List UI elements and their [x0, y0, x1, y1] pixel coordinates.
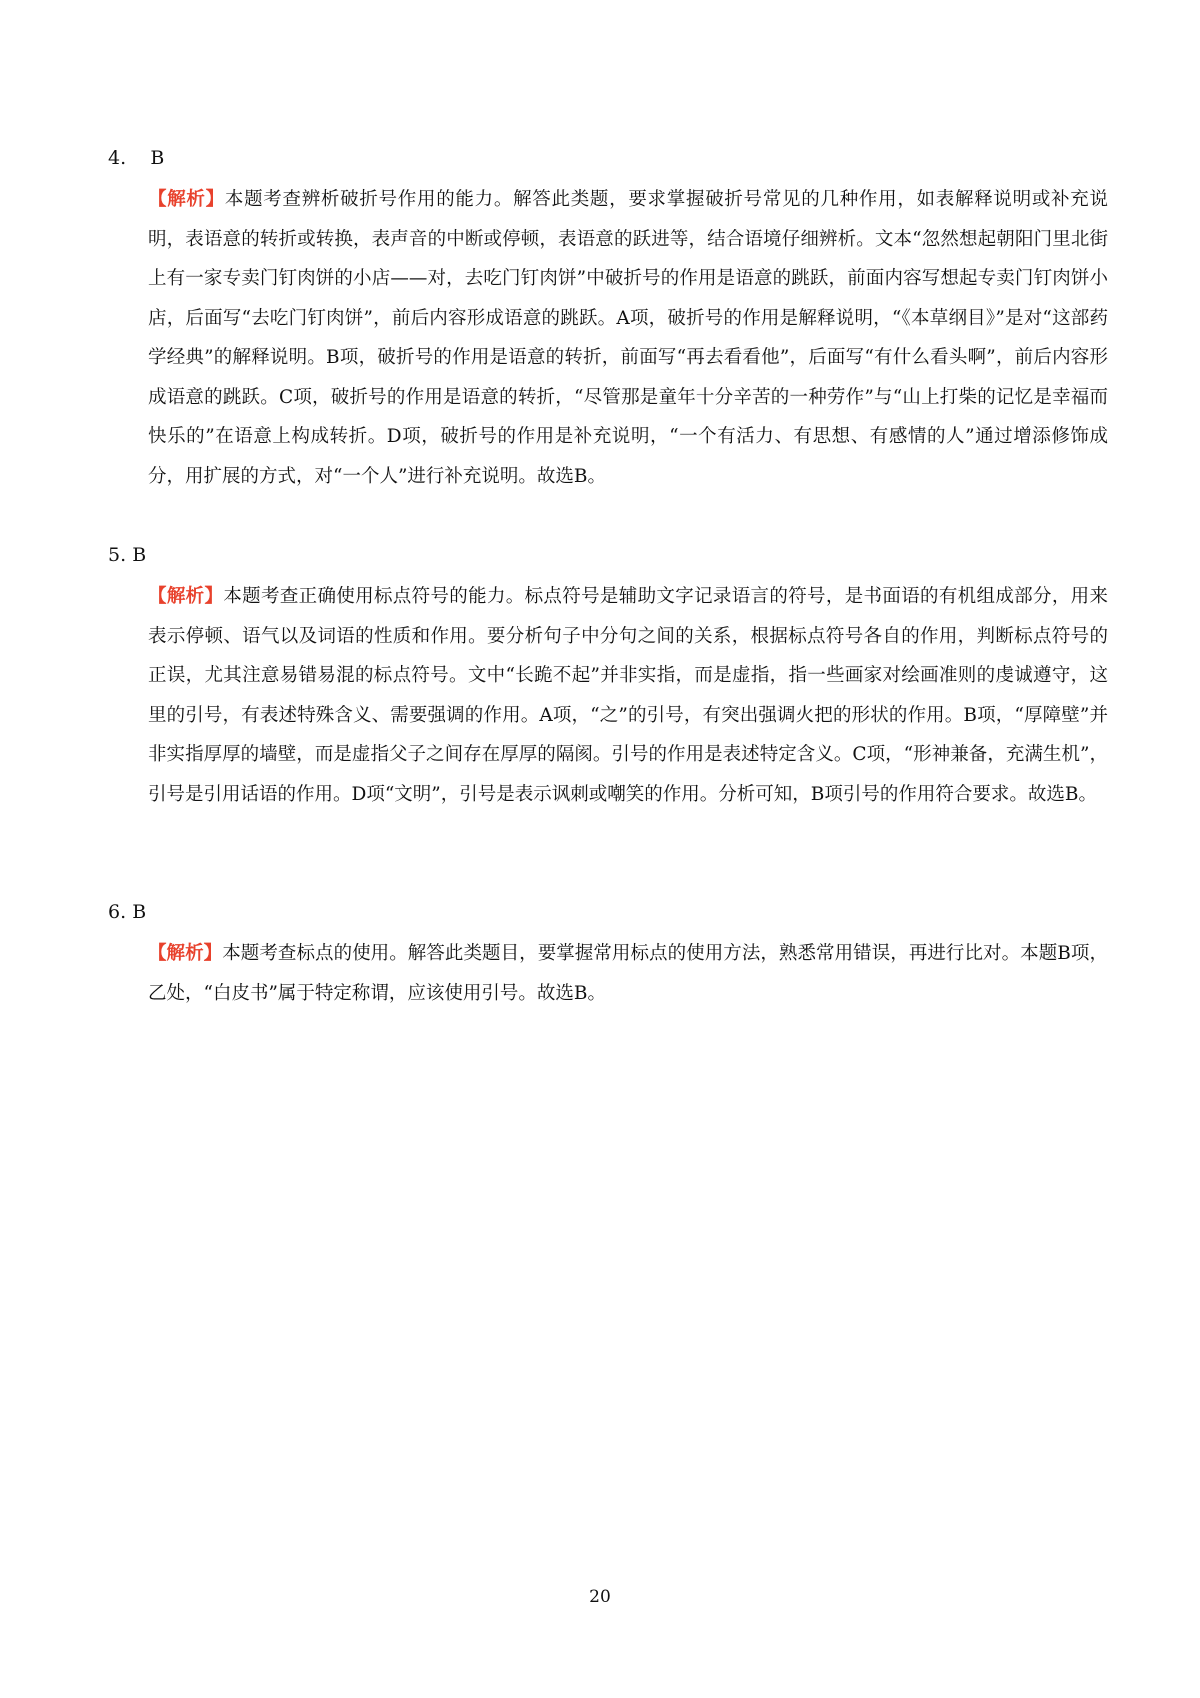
- page-number: 20: [589, 1587, 611, 1607]
- question-answer: B: [132, 544, 147, 566]
- question-number: 6.: [108, 901, 127, 923]
- question-header: [108, 146, 1108, 170]
- question-6: [108, 900, 1108, 1013]
- analysis-text: 本题考查辨析破折号作用的能力。解答此类题，要求掌握破折号常见的几种作用，如表解释说明或补充说明，表语意的转折或转换，表声音的中断或停顿，表语意的跃进等，结合语境仔细辨析。文本“忽然想起朝阳门里北街上有一家专卖门钉肉饼的小店——对，去吃门钉肉饼”中破折号的作用是语意的跳跃，前面内容写想起专卖门钉肉饼小店，后面写“去吃门钉肉饼”，前后内容形成语意的跳跃。A项，破折号的作用是解释说明，“《本草纲目》”是对“这部药学经典”的解释说明。B项，破折号的作用是语意的转折，前面写“再去看看他”，后面写“有什么看头啊”，前后内容形成语意的跳跃。C项，破折号的作用是语意的转折，“尽管那是童年十分辛苦的一种劳作”与“山上打柴的记忆是幸福而快乐的”在语意上构成转折。D项，破折号的作用是补充说明，“一个有活力、有思想、有感情的人”通过增添修饰成分，用扩展的方式，对“一个人”进行补充说明。故选B。: [148, 189, 1108, 487]
- question-number: 4.: [108, 147, 127, 169]
- analysis-tag: 【解析】: [148, 586, 224, 607]
- question-number: 5.: [108, 544, 127, 566]
- question-answer: B: [132, 901, 147, 923]
- question-explanation: [148, 934, 1108, 1013]
- analysis-text: 本题考查正确使用标点符号的能力。标点符号是辅助文字记录语言的符号，是书面语的有机组成部分，用来表示停顿、语气以及词语的性质和作用。要分析句子中分句之间的关系，根据标点符号各自的作用，判断标点符号的正误，尤其注意易错易混的标点符号。文中“长跪不起”并非实指，而是虚指，指一些画家对绘画准则的虔诚遵守，这里的引号，有表述特殊含义、需要强调的作用。A项，“之”的引号，有突出强调火把的形状的作用。B项，“厚障壁”并非实指厚厚的墙壁，而是虚指父子之间存在厚厚的隔阂。引号的作用是表述特定含义。C项，“形神兼备，充满生机”，引号是引用话语的作用。D项“文明”，引号是表示讽刺或嘲笑的作用。分析可知，B项引号的作用符合要求。故选B。: [148, 586, 1108, 805]
- question-header: [108, 543, 1108, 567]
- question-header: [108, 900, 1108, 924]
- question-4: [108, 146, 1108, 496]
- analysis-tag: 【解析】: [148, 943, 223, 964]
- question-explanation: [148, 577, 1108, 814]
- analysis-text: 本题考查标点的使用。解答此类题目，要掌握常用标点的使用方法，熟悉常用错误，再进行比对。本题B项，乙处，“白皮书”属于特定称谓，应该使用引号。故选B。: [148, 943, 1108, 1004]
- question-5: [108, 543, 1108, 814]
- question-explanation: [148, 180, 1108, 496]
- question-answer: B: [150, 147, 165, 169]
- analysis-tag: 【解析】: [148, 189, 225, 210]
